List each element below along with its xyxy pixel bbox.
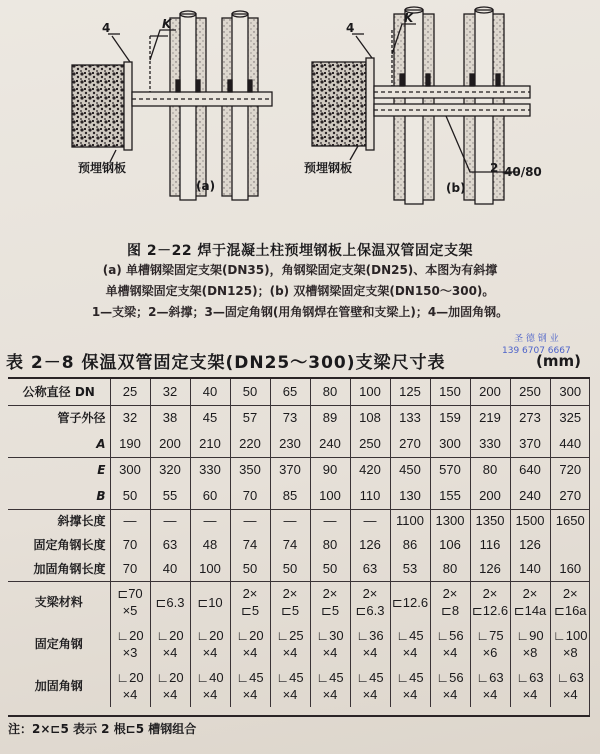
table-cell: 190 [110,431,150,457]
table-cell: 45 [190,405,230,431]
table-cell: 350 [230,457,270,483]
table-cell: 133 [390,405,430,431]
callout-k-a: K [162,17,172,31]
table-cell: — [110,509,150,533]
table-cell: 80 [430,557,470,581]
table-cell: — [150,509,190,533]
support-drawing [0,0,600,230]
table-cell: 300 [110,457,150,483]
table-cell: 1100 [390,509,430,533]
table-cell: ∟25 ×4 [270,623,310,665]
table-cell: 50 [310,557,350,581]
table-cell: 110 [350,483,390,509]
table-cell: 85 [270,483,310,509]
table-cell: 70 [110,557,150,581]
table-row [8,581,590,623]
table-cell: 320 [150,457,190,483]
table-cell: 1500 [510,509,550,533]
table-cell: 116 [470,533,510,557]
table-cell: ∟45 ×4 [310,665,350,707]
callout-4-a: 4 [102,21,111,35]
row-label: 公称直径 DN [22,384,95,399]
table-cell: — [310,509,350,533]
row-label: 管子外径 [8,405,110,431]
embedded-plate-label-a: 预埋钢板 [78,161,127,175]
slope-label: 40/80 [504,165,542,179]
table-row [8,533,590,557]
concrete-column-b [312,62,366,146]
table-cell: 63 [350,557,390,581]
table-cell: 300 [430,431,470,457]
callout-4-b: 4 [346,21,355,35]
table-row [8,457,590,483]
table-unit: (mm) [536,352,581,370]
table-cell: 250 [510,379,550,405]
table-row [8,557,590,581]
table-cell: 370 [510,431,550,457]
table-cell: 50 [230,379,270,405]
table-cell: 720 [550,457,590,483]
table-title: 表 2－8 保温双管固定支架(DN25～300)支梁尺寸表 [6,353,446,373]
table-cell: ∟20 ×4 [110,665,150,707]
table-cell: 140 [510,557,550,581]
table-cell: ∟20 ×4 [150,623,190,665]
table-cell: 126 [510,533,550,557]
table-cell: 60 [190,483,230,509]
table-cell: 159 [430,405,470,431]
embedded-plate-label-b: 预埋钢板 [304,161,353,175]
table-cell: — [190,509,230,533]
table-bottom-rule [8,715,590,717]
table-cell: 2× ⊏12.6 [470,581,510,623]
table-row [8,431,590,457]
dimension-table [8,379,590,707]
row-label: 斜撑长度 [8,509,110,533]
table-note: 注：2×⊏5 表示 2 根⊏5 槽钢组合 [8,722,197,736]
table-cell: 25 [110,379,150,405]
table-cell: 200 [150,431,190,457]
table-header-row [8,379,590,405]
table-cell: ∟56 ×4 [430,623,470,665]
table-cell: 570 [430,457,470,483]
table-cell: ∟63 ×4 [550,665,590,707]
table-cell: 63 [150,533,190,557]
table-cell: 70 [110,533,150,557]
table-cell: 100 [350,379,390,405]
table-cell: 240 [310,431,350,457]
table-cell: 240 [510,483,550,509]
table-cell: 270 [550,483,590,509]
table-cell: 160 [550,557,590,581]
table-cell: 220 [230,431,270,457]
table-cell: ∟20 ×3 [110,623,150,665]
panel-b-label: (b) [446,181,466,195]
table-row [8,509,590,533]
table-cell: ∟63 ×4 [510,665,550,707]
table-cell: — [350,509,390,533]
table-cell: 370 [270,457,310,483]
callout-2-b: 2 [490,161,499,175]
table-cell: 2× ⊏6.3 [350,581,390,623]
table-cell: 55 [150,483,190,509]
table-cell: 1300 [430,509,470,533]
table-row [8,405,590,431]
row-label: 加固角钢长度 [33,561,106,576]
table-cell: 70 [230,483,270,509]
table-cell: 53 [390,557,430,581]
table-cell: 74 [230,533,270,557]
table-cell: 150 [430,379,470,405]
table-cell: 50 [230,557,270,581]
table-cell: ∟75 ×6 [470,623,510,665]
table-cell: 86 [390,533,430,557]
table-cell: ⊏12.6 [390,581,430,623]
table-cell: ⊏6.3 [150,581,190,623]
table-cell: 73 [270,405,310,431]
support-drawing-svg [0,0,600,230]
table-cell: 100 [190,557,230,581]
table-cell: 440 [550,431,590,457]
table-cell: 210 [190,431,230,457]
table-cell: 130 [390,483,430,509]
figure-caption-line-1: (a) 单槽钢梁固定支架(DN35)，角钢梁固定支架(DN25)、本图为有斜撑 [102,263,498,277]
row-label: 固定角钢 [34,637,83,651]
figure-caption-line-3: 1—支梁；2—斜撑；3—固定角钢(用角钢焊在管壁和支梁上)；4—加固角钢。 [91,305,509,319]
table-cell: 80 [470,457,510,483]
table-cell: 108 [350,405,390,431]
table-cell: 106 [430,533,470,557]
callout-k-b: K [404,11,414,25]
table-row [8,483,590,509]
table-cell: ∟90 ×8 [510,623,550,665]
table-cell: 250 [350,431,390,457]
table-cell: 40 [150,557,190,581]
row-label: 支梁材料 [8,581,110,623]
table-cell: 450 [390,457,430,483]
table-cell: 125 [390,379,430,405]
table-cell: 330 [190,457,230,483]
table-cell: 126 [470,557,510,581]
table-cell: ∟45 ×4 [390,623,430,665]
table-cell: ∟30 ×4 [310,623,350,665]
table-cell: 1350 [470,509,510,533]
table-cell: 200 [470,379,510,405]
table-cell: 2× ⊏14a [510,581,550,623]
table-cell: 50 [110,483,150,509]
table-cell: 219 [470,405,510,431]
table-cell: ⊏70 ×5 [110,581,150,623]
table-cell: 100 [310,483,350,509]
table-cell: 330 [470,431,510,457]
table-cell: 50 [270,557,310,581]
table-cell: ∟63 ×4 [470,665,510,707]
table-cell: ∟20 ×4 [150,665,190,707]
table-cell: 48 [190,533,230,557]
table-row [8,623,590,665]
row-label: 固定角钢长度 [33,538,106,552]
table-cell: 80 [310,533,350,557]
table-cell: 90 [310,457,350,483]
table-cell: — [270,509,310,533]
table-cell: ∟45 ×4 [270,665,310,707]
panel-a-label: (a) [196,179,216,193]
table-cell: 38 [150,405,190,431]
table-cell: 155 [430,483,470,509]
table-cell: 126 [350,533,390,557]
table-cell: ∟45 ×4 [350,665,390,707]
figure-caption-title: 图 2－22 焊于混凝土柱预埋钢板上保温双管固定支架 [127,243,473,259]
row-label: 加固角钢 [34,679,83,693]
table-cell: ∟36 ×4 [350,623,390,665]
concrete-column-a [72,65,124,147]
table-cell: 74 [270,533,310,557]
table-cell: 80 [310,379,350,405]
table-cell: 230 [270,431,310,457]
table-cell: 2× ⊏5 [310,581,350,623]
stamp-phone: 139 6707 6667 [502,346,571,356]
table-cell: ∟100 ×8 [550,623,590,665]
table-cell: ∟20 ×4 [230,623,270,665]
table-cell: ∟20 ×4 [190,623,230,665]
table-cell: 2× ⊏5 [270,581,310,623]
table-cell: 300 [550,379,590,405]
table-cell [550,533,590,557]
table-cell: 420 [350,457,390,483]
table-cell: 200 [470,483,510,509]
table-cell: 57 [230,405,270,431]
table-cell: 273 [510,405,550,431]
table-cell: ⊏10 [190,581,230,623]
table-cell: 32 [150,379,190,405]
row-label: E [8,457,110,483]
table-cell: 40 [190,379,230,405]
table-cell: 270 [390,431,430,457]
table-cell: 2× ⊏16a [550,581,590,623]
table-cell: ∟40 ×4 [190,665,230,707]
row-label: B [96,488,106,503]
table-cell: ∟56 ×4 [430,665,470,707]
table-cell: 325 [550,405,590,431]
row-label: A [96,436,106,451]
figure-caption-line-2: 单槽钢梁固定支架(DN125)；(b) 双槽钢梁固定支架(DN150～300)。 [105,284,495,298]
table-cell: 32 [110,405,150,431]
table-cell: ∟45 ×4 [230,665,270,707]
table-cell: — [230,509,270,533]
table-cell: ∟45 ×4 [390,665,430,707]
table-cell: 65 [270,379,310,405]
table-row [8,665,590,707]
table-cell: 1650 [550,509,590,533]
table-cell: 2× ⊏5 [230,581,270,623]
table-cell: 640 [510,457,550,483]
stamp-company: 圣 德 钢 业 [514,334,559,344]
table-cell: 2× ⊏8 [430,581,470,623]
table-cell: 89 [310,405,350,431]
